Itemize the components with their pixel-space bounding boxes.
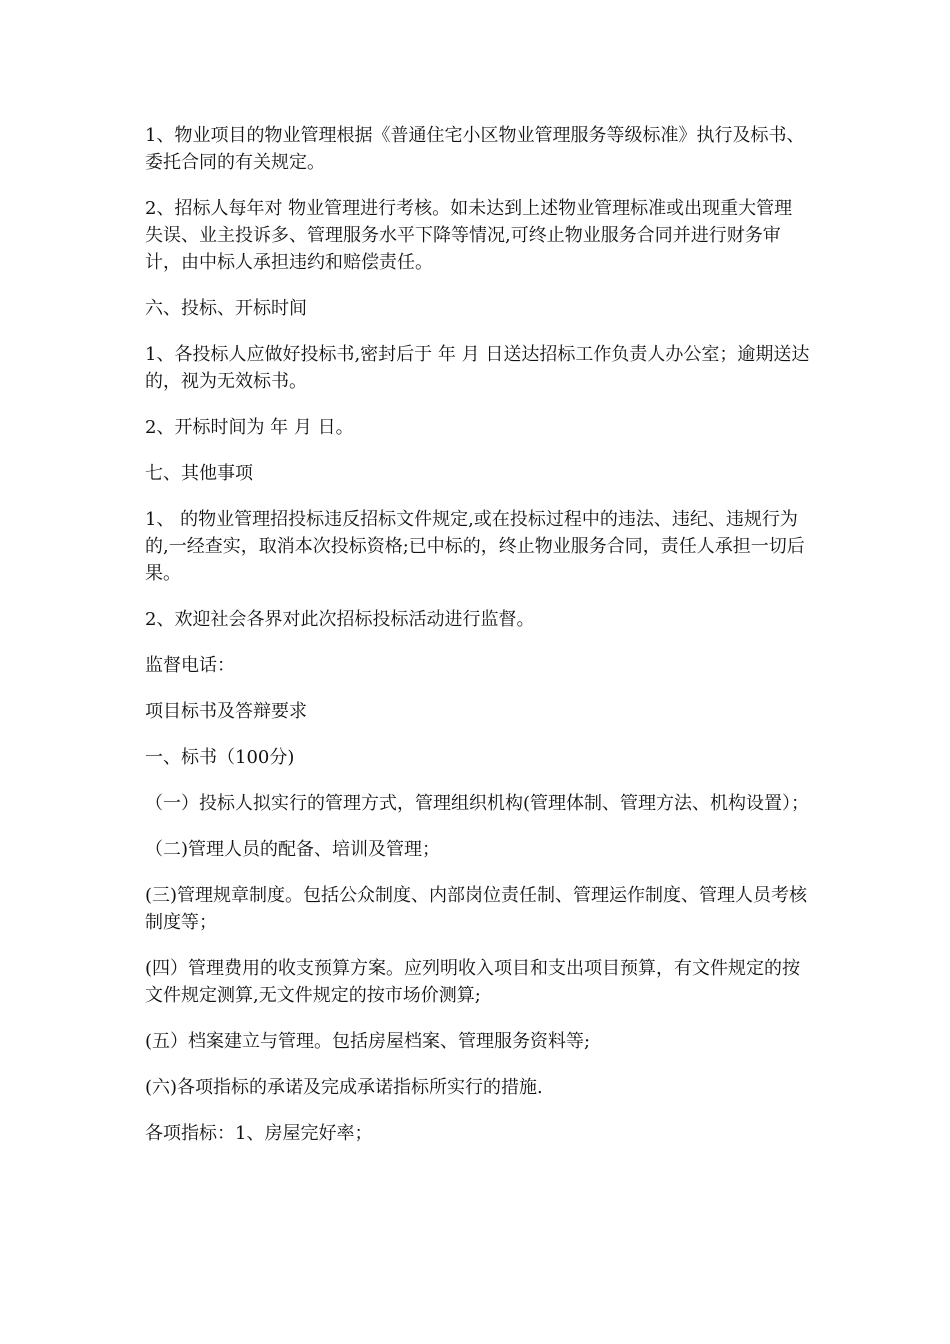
clause-2-opening-time: 2、开标时间为 年 月 日。 [145, 417, 354, 438]
indicators-line: 各项指标：1、房屋完好率； [145, 1123, 373, 1144]
supervision-phone-label: 监督电话： [145, 655, 235, 676]
section-7-heading: 七、其他事项 [145, 463, 253, 484]
clause-2-annual-assessment: 2、招标人每年对 物业管理进行考核。如未达到上述物业管理标准或出现重大管理失误、业主投诉多、管理服务水平下降等情况,可终止物业服务合同并进行财务审计，由中标人承担违约和赔偿责任。 [145, 198, 793, 273]
clause-1-violations: 1、 的物业管理招投标违反招标文件规定,或在投标过程中的违法、违纪、违规行为的,一经查实，取消本次投标资格;已中标的，终止物业服务合同，责任人承担一切后果。 [145, 509, 805, 584]
item-5-archives: (五）档案建立与管理。包括房屋档案、管理服务资料等; [145, 1031, 591, 1052]
item-2-staffing: （二)管理人员的配备、培训及管理； [145, 839, 441, 860]
item-3-regulations: (三)管理规章制度。包括公众制度、内部岗位责任制、管理运作制度、管理人员考核制度等； [145, 885, 808, 933]
item-1-management-structure: （一）投标人拟实行的管理方式，管理组织机构(管理体制、管理方法、机构设置）； [145, 793, 810, 814]
bid-document-heading: 一、标书（100分) [145, 747, 295, 768]
clause-1-management-standard: 1、物业项目的物业管理根据《普通住宅小区物业管理服务等级标准》执行及标书、委托合同的有关规定。 [145, 125, 805, 173]
document-body [145, 122, 810, 1166]
bid-requirements-title: 项目标书及答辩要求 [145, 701, 307, 722]
item-4-budget: (四）管理费用的收支预算方案。应列明收入项目和支出项目预算，有文件规定的按文件规定测算,无文件规定的按市场价测算; [145, 958, 801, 1006]
clause-2-supervision: 2、欢迎社会各界对此次招标投标活动进行监督。 [145, 609, 535, 630]
item-6-commitments: (六)各项指标的承诺及完成承诺指标所实行的措施. [145, 1077, 543, 1098]
clause-1-bid-submission: 1、各投标人应做好投标书,密封后于 年 月 日送达招标工作负责人办公室；逾期送达的，视为无效标书。 [145, 344, 810, 392]
section-6-heading: 六、投标、开标时间 [145, 298, 307, 319]
